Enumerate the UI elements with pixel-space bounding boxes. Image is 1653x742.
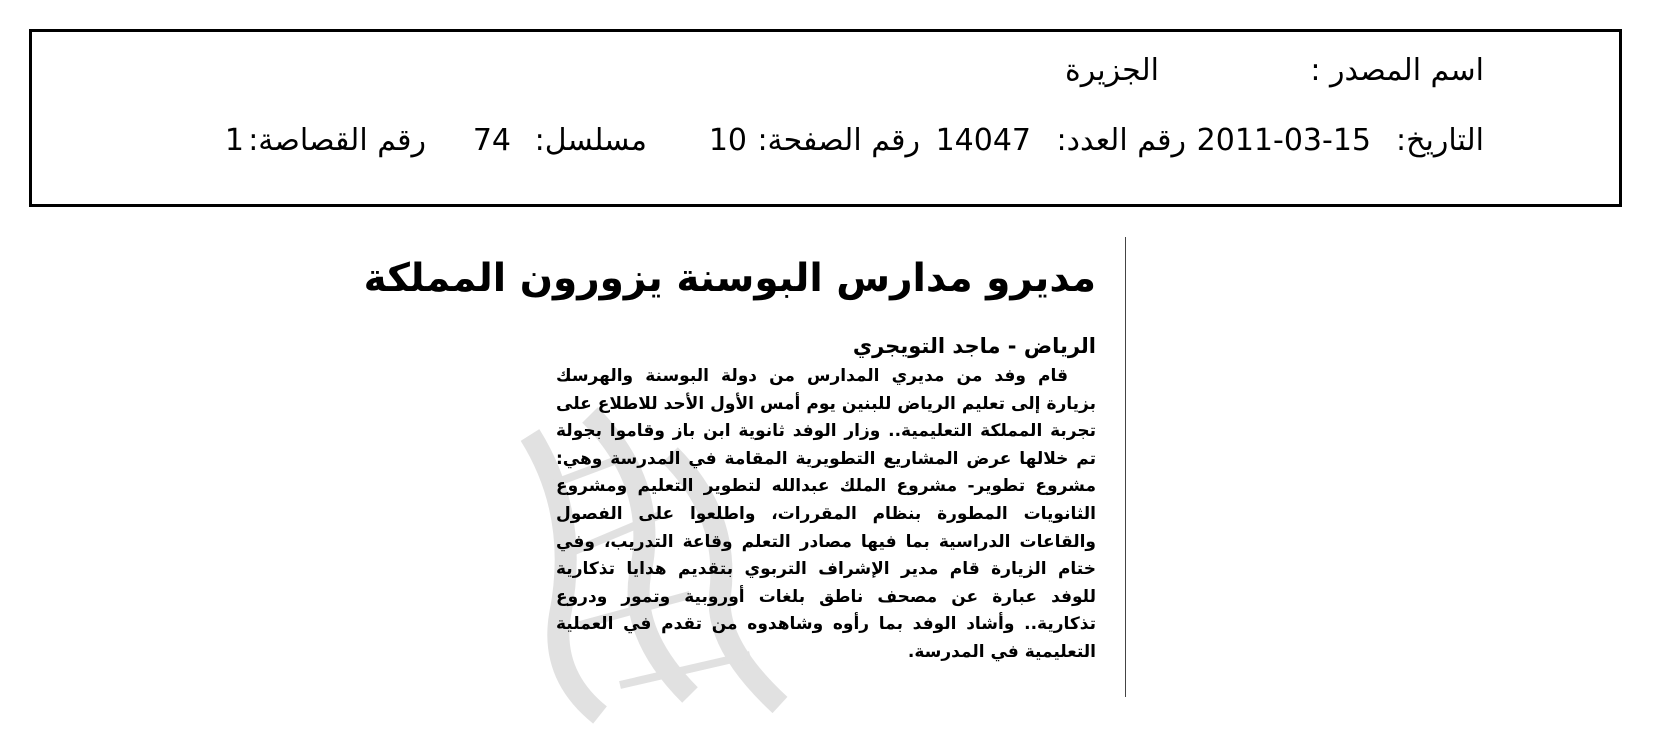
serial-value: 74 — [472, 123, 511, 158]
page-label: رقم الصفحة: — [757, 123, 920, 158]
article-line: والقاعات الدراسية بما فيها مصادر التعلم وقاعة التدريب، وفي — [556, 531, 1096, 552]
article-line: قام وفد من مديري المدارس من دولة البوسنة والهرسك — [556, 366, 1068, 386]
article-line: تم خلالها عرض المشاريع التطويرية المقامة في المدرسة وهي: — [556, 448, 1096, 469]
date-label: التاريخ: — [1396, 123, 1484, 158]
source-value: الجزيرة — [1064, 53, 1159, 88]
clip-value: 1 — [224, 123, 244, 158]
serial-label: مسلسل: — [534, 123, 647, 158]
issue-label: رقم العدد: — [1056, 123, 1186, 158]
article-headline: مديرو مدارس البوسنة يزورون المملكة — [363, 256, 1096, 301]
article-line: الثانويات المطورة بنظام المقررات، واطلعوا على الفصول — [556, 503, 1096, 524]
article-line: تجربة المملكة التعليمية.. وزار الوفد ثانوية ابن باز وقاموا بجولة — [556, 421, 1096, 442]
article-line: للوفد عبارة عن مصحف ناطق بلغات أوروبية وتمور ودروع — [556, 586, 1096, 607]
article-body — [556, 363, 1096, 667]
issue-value: 14047 — [935, 123, 1031, 158]
article-line: بزيارة إلى تعليم الرياض للبنين يوم أمس الأول الأحد للاطلاع على — [556, 393, 1096, 414]
article-line: تذكارية.. وأشاد الوفد بما رأوه وشاهدوه من تقدم في العملية — [556, 614, 1096, 635]
source-label: اسم المصدر : — [1310, 53, 1484, 88]
article-line: مشروع تطوير- مشروع الملك عبدالله لتطوير التعليم ومشروع — [556, 476, 1096, 497]
date-value: 2011-03-15 — [1196, 123, 1371, 158]
newspaper-clipping — [363, 235, 1130, 725]
article-byline: الرياض - ماجد التويجري — [852, 334, 1096, 358]
source-info-box — [29, 29, 1622, 207]
clip-label: رقم القصاصة: — [248, 123, 426, 158]
article-line: ختام الزيارة قام مدير الإشراف التربوي بتقديم هدايا تذكارية — [556, 559, 1096, 580]
article-line: التعليمية في المدرسة. — [907, 641, 1096, 662]
page-value: 10 — [708, 123, 747, 158]
